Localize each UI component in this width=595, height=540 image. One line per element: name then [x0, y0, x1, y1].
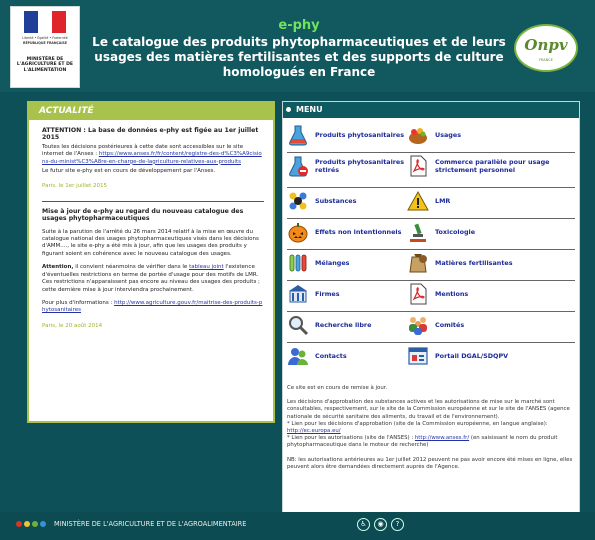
menu-item-label: Produits phytosanitaires retirés — [315, 158, 405, 174]
menu-item-melanges[interactable] — [287, 252, 427, 278]
news2-attention-label: Attention, — [42, 264, 74, 271]
info-link2-pre: * Lien pour les autorisations (site de l'ANSES) : — [287, 435, 415, 442]
page-subtitle: Le catalogue des produits phytopharmaceutiques et de leurs usages des matières fertilisantes et des supports de culture homologués en France — [92, 35, 506, 79]
people-group-icon — [407, 314, 429, 336]
microscope-icon — [407, 221, 429, 243]
onpv-logo-text: Onpv — [524, 36, 568, 54]
pdf-document-icon — [407, 155, 429, 177]
menu-item-label: Comités — [435, 321, 465, 329]
menu-item-label: LMR — [435, 197, 451, 205]
site-header — [0, 0, 595, 92]
news1-date: Paris, le 1er juillet 2015 — [42, 183, 108, 190]
test-tubes-icon — [287, 252, 309, 274]
menu-divider — [287, 187, 575, 188]
menu-divider — [287, 249, 575, 250]
gov-motto: Liberté • Égalité • Fraternité — [22, 36, 68, 40]
news2-more-label: Pour plus d'informations : — [42, 299, 115, 306]
molecule-icon — [287, 190, 309, 212]
menu-item-lmr[interactable] — [407, 190, 567, 216]
footer-dot-red — [16, 521, 22, 527]
footer-dot-green — [32, 521, 38, 527]
menu-item-label: Mélanges — [315, 259, 350, 267]
news-panel — [27, 101, 275, 423]
info-para2: Les décisions d'approbation des substances actives et les autorisations de mise sur le marché sont consultables, respectivement, sur le site de la Commission européenne et sur le site de l'ANSES (agence nationale de sécurité sanitaire des aliments, du travail et de l'environnement). — [287, 399, 570, 420]
building-icon — [287, 283, 309, 305]
info-link2-post: (en saisissant le nom du produit phytopharmaceutique dans le moteur de recherche) — [287, 435, 558, 449]
menu-item-label: Recherche libre — [315, 321, 372, 329]
warning-sign-icon — [407, 190, 429, 212]
page-title: e-phy — [278, 18, 320, 33]
menu-item-label: Usages — [435, 131, 462, 139]
help-icon[interactable]: ? — [391, 518, 404, 531]
footer-dot-blue — [40, 521, 46, 527]
news2-attention-pre: il convient néanmoins de vérifier dans le — [73, 264, 190, 271]
pdf-document-icon — [407, 283, 429, 305]
menu-item-usages[interactable] — [407, 124, 567, 150]
news2-date: Paris, le 20 août 2014 — [42, 322, 103, 329]
news-separator — [42, 201, 264, 202]
news-heading: ACTUALITÉ — [39, 106, 94, 116]
menu-item-recherche-libre[interactable] — [287, 314, 427, 340]
menu-header — [283, 102, 579, 118]
menu-item-commerce-parallele[interactable] — [407, 155, 573, 185]
french-flag-icon — [24, 11, 66, 33]
menu-item-label: Toxicologie — [435, 228, 476, 236]
news1-body2: Le futur site e-phy est en cours de développement par l'Anses. — [42, 168, 216, 175]
pumpkin-icon — [287, 221, 309, 243]
site-footer — [0, 512, 595, 540]
footer-dot-yellow — [24, 521, 30, 527]
menu-item-label: Mentions — [435, 290, 469, 298]
menu-item-label: Commerce parallèle pour usage strictement personnel — [435, 158, 550, 174]
menu-item-produits-phytosanitaires[interactable] — [287, 124, 427, 150]
menu-item-label: Portail DGAL/SDQPV — [435, 352, 509, 360]
menu-item-contacts[interactable] — [287, 345, 427, 371]
gov-republic: RÉPUBLIQUE FRANÇAISE — [22, 41, 68, 45]
menu-item-label: Matières fertilisantes — [435, 259, 513, 267]
harvest-basket-icon — [407, 124, 429, 146]
info-link2-line — [287, 435, 575, 449]
menu-item-label: Effets non intentionnels — [315, 228, 402, 236]
news1-title: ATTENTION : La base de données e-phy est figée au 1er juillet 2015 — [42, 127, 259, 142]
info-link1-line — [287, 421, 575, 435]
menu-item-toxicologie[interactable] — [407, 221, 567, 247]
gov-ministry: MINISTÈRE DE L'AGRICULTURE ET DE L'ALIMENTATION — [16, 57, 74, 73]
menu-item-label: Firmes — [315, 290, 340, 298]
menu-item-produits-retires[interactable] — [287, 155, 427, 185]
menu-info-text — [287, 385, 575, 478]
menu-item-portail-dgal[interactable] — [407, 345, 567, 371]
news1-body-text: Toutes les décisions postérieures à cette date sont accessibles sur le site internet de l'Anses : — [42, 143, 244, 158]
menu-item-firmes[interactable] — [287, 283, 427, 309]
contacts-icon — [287, 345, 309, 367]
news1-body — [42, 144, 264, 166]
news2-table-link[interactable]: tableau joint — [189, 264, 224, 271]
menu-divider — [287, 152, 575, 153]
menu-divider — [287, 311, 575, 312]
news-content — [42, 127, 264, 332]
menu-item-effets-non-intentionnels[interactable] — [287, 221, 427, 247]
magnifier-icon — [287, 314, 309, 336]
no-entry-flask-icon — [287, 155, 309, 177]
info-nb: NB: les autorisations antérieures au 1er juillet 2012 peuvent ne pas avoir encore été mises en ligne, elles peuvent alors être demandées directement auprès de l'Agence. — [287, 456, 573, 470]
footer-ministry: MINISTÈRE DE L'AGRICULTURE ET DE L'AGROALIMENTAIRE — [54, 520, 247, 528]
info-line1: Ce site est en cours de remise à jour. — [287, 385, 388, 391]
menu-item-label: Produits phytosanitaires — [315, 131, 405, 139]
menu-item-label: Contacts — [315, 352, 347, 360]
menu-item-mentions[interactable] — [407, 283, 567, 309]
news2-more — [42, 300, 264, 315]
anses-link[interactable]: http://www.anses.fr/ — [414, 435, 470, 442]
info-link1-pre: * Lien pour les décisions d'approbation (site de la Commission européenne, en langue anglaise): — [287, 420, 548, 427]
news1-anses-link[interactable]: https://www.anses.fr/fr/content/registre-des-d%C3%A9cisions-du-minist%C3%A8re-en-charge-de-lagriculture-relatives-aux-produits — [42, 151, 262, 165]
portal-icon — [407, 345, 429, 367]
menu-divider — [287, 280, 575, 281]
menu-item-substances[interactable] — [287, 190, 427, 216]
news2-attention-post: l'existence d'éventuelles restrictions en terme de portée d'usage pour des motifs de LMR. Ces restrictions n'apparaissent pas encore au niveau des usages des produits ; cette dernière mise à jour interviendra prochainement. — [42, 264, 260, 293]
fertilizer-sack-icon — [407, 252, 429, 274]
government-logo[interactable] — [10, 6, 80, 88]
menu-item-label: Substances — [315, 197, 357, 205]
news2-body: Suite à la parution de l'arrêté du 26 mars 2014 relatif à la mise en œuvre du catalogue national des usages phytopharmaceutiques visés dans les décisions d'AMM...., le site e-phy a été mis à jour, afin que les usages des produits y figurant soient en cohérence avec le nouveau catalogue des usages. — [42, 228, 259, 257]
onpv-logo-sub: FRANCE — [539, 58, 553, 62]
menu-divider — [287, 218, 575, 219]
eye-icon[interactable]: ◉ — [374, 518, 387, 531]
news2-attention — [42, 264, 264, 294]
flask-icon — [287, 124, 309, 146]
menu-heading: MENU — [296, 105, 323, 114]
europa-link[interactable]: http://ec.europa.eu/ — [287, 428, 341, 435]
news-panel-header — [29, 103, 273, 120]
menu-item-matieres-fertilisantes[interactable] — [407, 252, 567, 278]
accessibility-icon[interactable]: ♿ — [357, 518, 370, 531]
news2-agriculture-link[interactable]: http://www.agriculture.gouv.fr/maitrise-des-produits-phytosanitaires — [42, 299, 263, 314]
onpv-logo[interactable] — [514, 24, 578, 72]
menu-panel — [282, 101, 580, 517]
menu-divider — [287, 342, 575, 343]
menu-item-comites[interactable] — [407, 314, 567, 340]
news2-title: Mise à jour de e-phy au regard du nouveau catalogue des usages phytopharmaceutiques — [42, 207, 244, 223]
menu-bullet-icon — [286, 107, 291, 112]
